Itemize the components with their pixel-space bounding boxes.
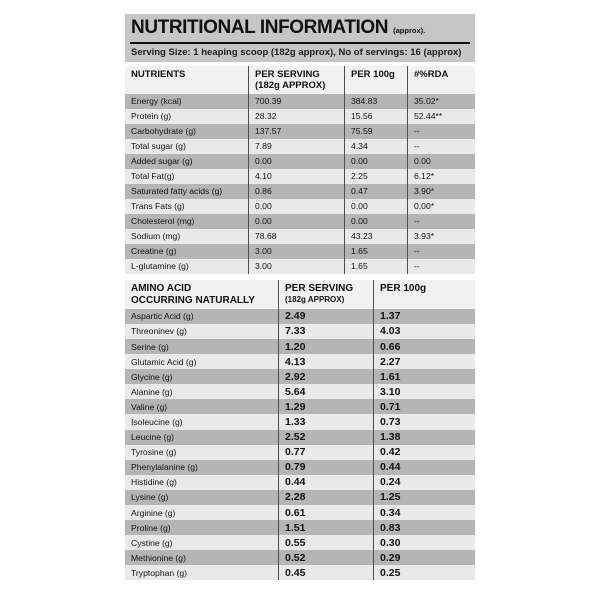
nutrient-row (125, 184, 475, 199)
page-title: NUTRITIONAL INFORMATION (131, 17, 389, 38)
column-header-rda: #%RDA (407, 66, 475, 94)
nutrient-row-name: Creatine (g) (131, 246, 177, 257)
nutrients-table (125, 66, 475, 274)
amino-acid-row (125, 369, 475, 384)
amino-acid-row-value: 1.20 (278, 339, 373, 354)
amino-acid-row (125, 475, 475, 490)
nutrient-row (125, 214, 475, 229)
nutrients-table-body (125, 94, 475, 274)
amino-acid-row-name: Histidine (g) (131, 477, 177, 488)
nutrient-row-name: Cholesterol (mg) (131, 216, 195, 227)
nutrient-row-value: 4.34 (344, 139, 407, 154)
nutrient-row-name: Added sugar (g) (131, 156, 193, 167)
amino-acid-row-value: 0.66 (373, 339, 475, 354)
amino-acid-row (125, 445, 475, 460)
nutrient-row (125, 199, 475, 214)
nutrient-row-value: 0.00 (248, 214, 344, 229)
amino-acid-row-value: 1.51 (278, 520, 373, 535)
amino-acid-row-name: Serine (g) (131, 341, 169, 352)
nutrient-row-name: Saturated fatty acids (g) (131, 186, 223, 197)
amino-acid-row (125, 339, 475, 354)
amino-acid-row-value: 1.37 (373, 309, 475, 324)
nutrient-row-value: 0.00 (248, 154, 344, 169)
amino-acid-row-value: 0.61 (278, 505, 373, 520)
nutrient-row-value: 3.90* (407, 184, 475, 199)
amino-acid-row (125, 414, 475, 429)
amino-acid-row (125, 460, 475, 475)
amino-acid-row (125, 550, 475, 565)
amino-acid-row (125, 505, 475, 520)
nutrient-row-value: 4.10 (248, 169, 344, 184)
nutrition-label (125, 14, 475, 580)
amino-acid-row-value: 0.77 (278, 445, 373, 460)
nutrient-row-value: 137.57 (248, 124, 344, 139)
amino-acid-row-value: 7.33 (278, 324, 373, 339)
nutrient-row-name: Trans Fats (g) (131, 201, 185, 212)
nutrient-row-name: Total Fat(g) (131, 171, 175, 182)
amino-acid-row-value: 2.49 (278, 309, 373, 324)
amino-acid-row-value: 1.25 (373, 490, 475, 505)
title-row (130, 17, 470, 44)
amino-acid-row-value: 0.34 (373, 505, 475, 520)
nutrient-row (125, 124, 475, 139)
nutrient-row-value: 6.12* (407, 169, 475, 184)
amino-acid-row-value: 1.38 (373, 430, 475, 445)
serving-size-info: Serving Size: 1 heaping scoop (182g approx), No of servings: 16 (approx) (131, 47, 462, 58)
title-approx-suffix: (approx). (393, 26, 426, 35)
nutrient-row-value: 3.00 (248, 259, 344, 274)
nutrient-row-value: -- (407, 124, 475, 139)
amino-per-serving-line2: (182g APPROX) (285, 294, 345, 304)
nutrient-row-value: 384.83 (344, 94, 407, 109)
amino-acid-row (125, 309, 475, 324)
amino-acid-row-value: 0.29 (373, 550, 475, 565)
nutrient-row-value: -- (407, 244, 475, 259)
amino-acid-row (125, 324, 475, 339)
nutrient-row-value: -- (407, 259, 475, 274)
amino-acid-row-value: 1.29 (278, 399, 373, 414)
amino-acid-line1: AMINO ACID (131, 282, 192, 294)
amino-acid-row-value: 4.13 (278, 354, 373, 369)
amino-acid-row-name: Leucine (g) (131, 432, 174, 443)
nutrient-row (125, 169, 475, 184)
amino-acid-row-value: 0.30 (373, 535, 475, 550)
nutrient-row-value: 0.00 (344, 154, 407, 169)
column-header-nutrients: NUTRIENTS (131, 69, 186, 80)
nutrient-row-value: 0.00 (344, 199, 407, 214)
amino-acid-row-name: Valine (g) (131, 401, 168, 412)
amino-acid-row-name: Glycine (g) (131, 371, 173, 382)
nutrient-row-value: 0.00 (407, 154, 475, 169)
amino-acid-row-value: 2.27 (373, 354, 475, 369)
nutrient-row (125, 109, 475, 124)
column-header-amino-per-100g: PER 100g (373, 280, 475, 309)
amino-acid-row-name: Tyrosine (g) (131, 447, 177, 458)
amino-acid-row-value: 1.61 (373, 369, 475, 384)
amino-acid-row-value: 0.55 (278, 535, 373, 550)
amino-table-body (125, 309, 475, 581)
amino-acid-row-value: 5.64 (278, 384, 373, 399)
amino-acid-row-name: Tryptophan (g) (131, 567, 188, 578)
amino-acid-line2: OCCURRING NATURALLY (131, 294, 255, 306)
amino-acid-row-value: 0.83 (373, 520, 475, 535)
amino-acid-row-name: Proline (g) (131, 522, 171, 533)
amino-acid-row (125, 354, 475, 369)
amino-acid-row-value: 0.52 (278, 550, 373, 565)
nutrient-row-value: 28.32 (248, 109, 344, 124)
nutrient-row-value: 52.44** (407, 109, 475, 124)
nutrient-row-name: Energy (kcal) (131, 96, 182, 107)
nutrient-row (125, 259, 475, 274)
per-serving-line2: (182g APPROX) (255, 80, 326, 92)
nutrient-row-value: 43.23 (344, 229, 407, 244)
amino-acid-row-name: Arginine (g) (131, 507, 176, 518)
amino-table-header (125, 280, 475, 309)
nutrient-row-value: 2.25 (344, 169, 407, 184)
nutrient-row-name: Sodium (mg) (131, 231, 181, 242)
nutrient-row-value: 7.89 (248, 139, 344, 154)
amino-acid-row-name: Lysine (g) (131, 492, 169, 503)
nutrient-row-value: 1.65 (344, 244, 407, 259)
amino-acid-row-name: Threoninev (g) (131, 326, 187, 337)
amino-acid-row-value: 0.44 (278, 475, 373, 490)
amino-acid-row-value: 4.03 (373, 324, 475, 339)
amino-acid-row-value: 0.73 (373, 414, 475, 429)
amino-acid-row-value: 0.42 (373, 445, 475, 460)
nutrients-table-header (125, 66, 475, 94)
amino-acid-row-value: 2.92 (278, 369, 373, 384)
amino-acid-row-name: Methionine (g) (131, 552, 186, 563)
nutrient-row-name: L-glutamine (g) (131, 261, 189, 272)
amino-per-serving-line1: PER SERVING (285, 282, 354, 294)
amino-acid-row-value: 2.28 (278, 490, 373, 505)
nutrient-row-value: -- (407, 139, 475, 154)
nutrient-row-value: 0.00* (407, 199, 475, 214)
amino-acid-row (125, 384, 475, 399)
amino-acid-row-name: Glutamic Acid (g) (131, 356, 197, 367)
nutrient-row-name: Total sugar (g) (131, 141, 186, 152)
nutrient-row-value: 78.68 (248, 229, 344, 244)
amino-acid-table (125, 280, 475, 581)
nutrient-row-value: 3.00 (248, 244, 344, 259)
column-header-per-100g: PER 100g (344, 66, 407, 94)
nutrient-row-name: Protein (g) (131, 111, 172, 122)
amino-acid-row-value: 0.45 (278, 565, 373, 580)
amino-acid-row-value: 0.44 (373, 460, 475, 475)
amino-acid-row (125, 430, 475, 445)
amino-acid-row (125, 535, 475, 550)
nutrient-row-value: 0.00 (248, 199, 344, 214)
column-header-per-serving (248, 66, 344, 94)
amino-acid-row (125, 490, 475, 505)
amino-acid-row-value: 0.24 (373, 475, 475, 490)
nutrient-row (125, 229, 475, 244)
title-block (125, 14, 475, 62)
column-header-amino-acid (125, 280, 278, 309)
nutrient-row-value: 1.65 (344, 259, 407, 274)
nutrient-row-value: 35.02* (407, 94, 475, 109)
amino-acid-row-value: 3.10 (373, 384, 475, 399)
amino-acid-row (125, 520, 475, 535)
nutrient-row (125, 94, 475, 109)
amino-acid-row (125, 565, 475, 580)
column-header-amino-per-serving (278, 280, 373, 309)
nutrient-row (125, 139, 475, 154)
nutrient-row-name: Carbohydrate (g) (131, 126, 196, 137)
amino-acid-row-value: 0.71 (373, 399, 475, 414)
nutrient-row-value: 700.39 (248, 94, 344, 109)
nutrient-row-value: -- (407, 214, 475, 229)
nutrient-row (125, 154, 475, 169)
amino-acid-row-name: Isoleucine (g) (131, 416, 183, 427)
nutrient-row-value: 0.00 (344, 214, 407, 229)
nutrient-row-value: 0.47 (344, 184, 407, 199)
nutrient-row (125, 244, 475, 259)
amino-acid-row-name: Alanine (g) (131, 386, 173, 397)
nutrient-row-value: 15.56 (344, 109, 407, 124)
per-serving-line1: PER SERVING (255, 69, 320, 80)
nutrient-row-value: 3.93* (407, 229, 475, 244)
nutrient-row-value: 75.59 (344, 124, 407, 139)
amino-acid-row-value: 1.33 (278, 414, 373, 429)
amino-acid-row (125, 399, 475, 414)
amino-acid-row-name: Phenylalanine (g) (131, 462, 198, 473)
amino-acid-row-value: 0.25 (373, 565, 475, 580)
nutrient-row-value: 0.86 (248, 184, 344, 199)
amino-acid-row-value: 0.79 (278, 460, 373, 475)
amino-acid-row-value: 2.52 (278, 430, 373, 445)
amino-acid-row-name: Cystine (g) (131, 537, 173, 548)
amino-acid-row-name: Aspartic Acid (g) (131, 311, 194, 322)
